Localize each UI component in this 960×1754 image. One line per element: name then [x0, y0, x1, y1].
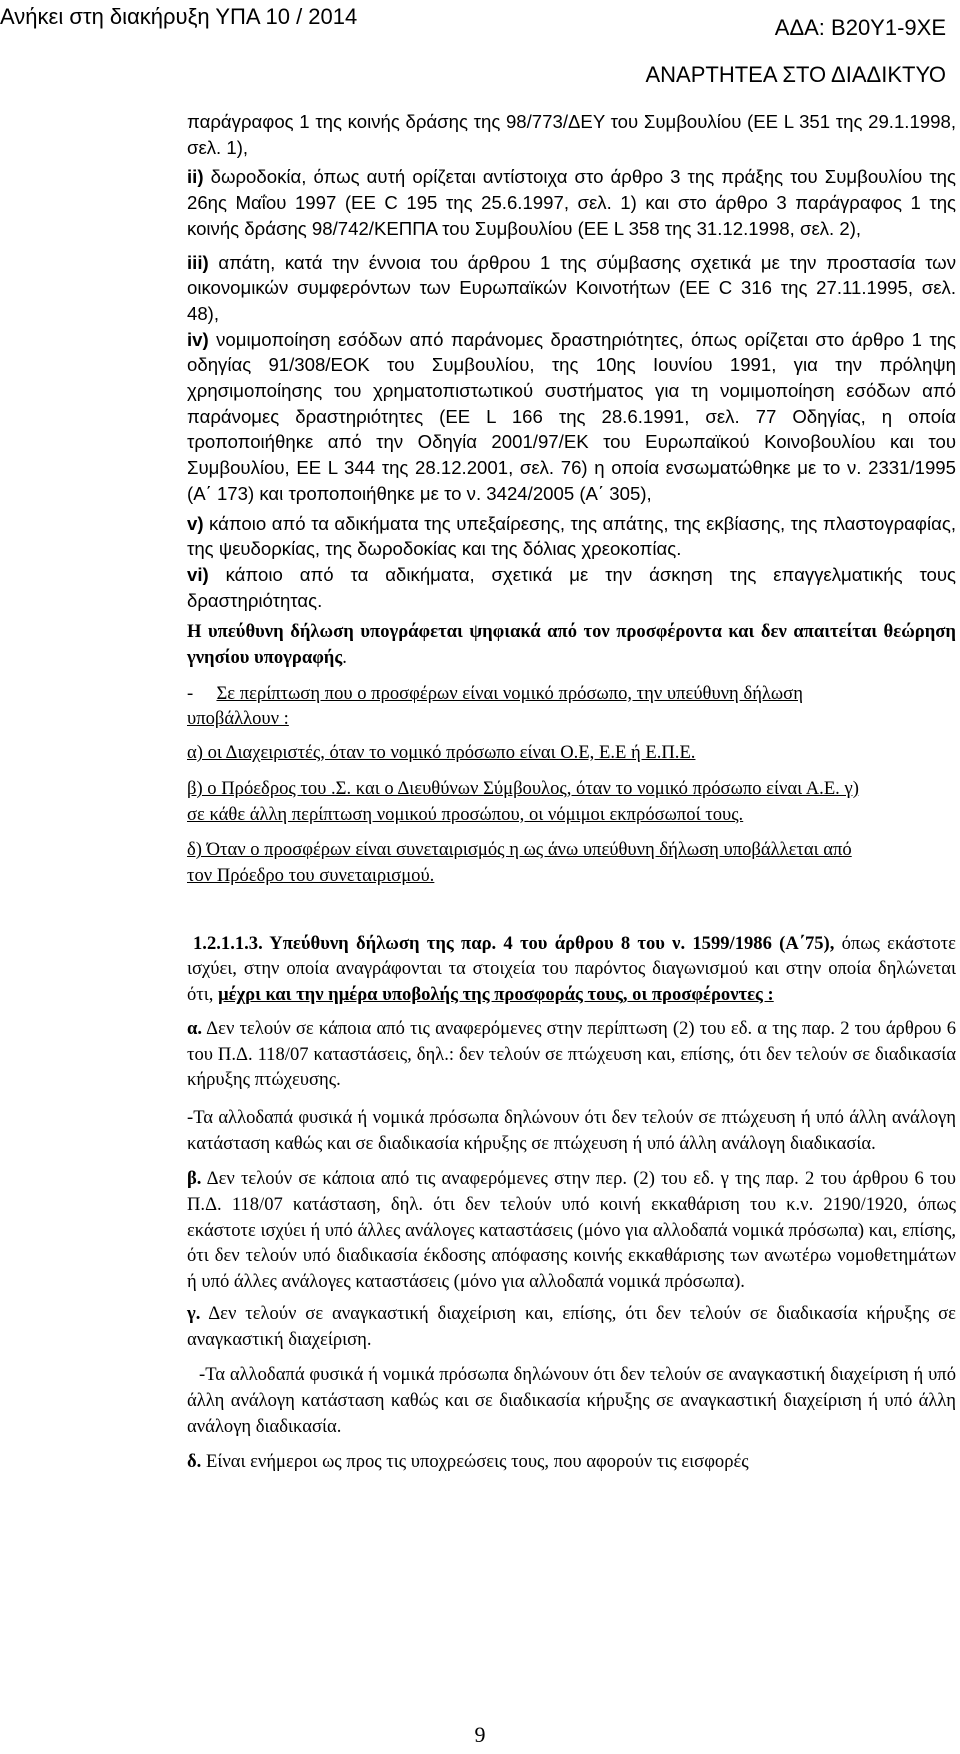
item-iv-text: νομιμοποίηση εσόδων από παράνομες δραστηριότητες, όπως ορίζεται στο άρθρο 1 της οδηγίας 91/308/ΕΟΚ του Συμβουλίου, της 10ης Ιουνίου 1991, για την πρόληψη χρησιμοποίησης του χρηματοπιστωτικού συστήματος για τη νομιμοποίηση εσόδων από παράνομες δραστηριότητες (ΕΕ L 166 της 28.6.1991, σελ. 77 Οδηγίας, η οποία τροποποιήθηκε από την Οδηγία 2001/97/ΕΚ του Ευρωπαϊκού Κοινοβουλίου και του Συμβουλίου, ΕΕ L 344 της 28.12.2001, σελ. 76) η οποία ενσωματώθηκε με το ν. 2331/1995 (Α΄ 173) και τροποποιήθηκε με το ν. 3424/2005 (Α΄ 305), — [187, 328, 956, 504]
posted-notice: ΑΝΑΡΤΗΤΕΑ ΣΤΟ ΔΙΑΔΙΚΤΥΟ — [645, 62, 946, 87]
signature-note: Η υπεύθυνη δήλωση υπογράφεται ψηφιακά από τον προσφέροντα και δεν απαιτείται θεώρηση γνησίου υπογραφής. — [187, 621, 956, 669]
signature-note-bold: Η υπεύθυνη δήλωση υπογράφεται ψηφιακά από τον προσφέροντα και δεν απαιτείται θεώρηση γνησίου υπογραφής — [187, 621, 956, 669]
signer-item-b: β) ο Πρόεδρος του .Σ. και ο Διευθύνων Σύμβουλος, όταν το νομικό πρόσωπο είναι Α.Ε. γ) σε κάθε άλλη περίπτωση νομικού προσώπου, οι νόμιμοι εκπρόσωποί τους. — [187, 777, 859, 825]
header-title: Ανήκει στη διακήρυξη ΥΠΑ 10 / 2014 — [0, 4, 358, 29]
item-vi — [187, 562, 956, 613]
item-ii-label: ii) — [187, 166, 204, 188]
clause-d-text: Είναι ενήμεροι ως προς τις υποχρεώσεις τους, που αφορούν τις εισφορές — [201, 1451, 749, 1473]
clause-g — [187, 1301, 956, 1352]
section-1-2-1-1-3 — [187, 931, 956, 1008]
clause-b-label: β. — [187, 1168, 202, 1190]
section-title: 1.2.1.1.3. Υπεύθυνη δήλωση της παρ. 4 του άρθρου 8 του ν. 1599/1986 (Α΄75), — [193, 932, 835, 954]
clause-a-label: α. — [187, 1017, 203, 1039]
document-body — [187, 109, 956, 1475]
legal-entity-intro: - Σε περίπτωση που ο προσφέρων είναι νομικό πρόσωπο, την υπεύθυνη δήλωση υποβάλλουν : — [187, 682, 803, 730]
clause-d — [187, 1449, 956, 1475]
item-v — [187, 511, 956, 562]
header-meta — [645, 4, 946, 98]
clause-g-text: Δεν τελούν σε αναγκαστική διαχείριση και, επίσης, ότι δεν τελούν σε διαδικασία κήρυξης σε αναγκαστική διαχείριση. — [187, 1302, 956, 1350]
clause-g-foreign: -Τα αλλοδαπά φυσικά ή νομικά πρόσωπα δηλώνουν ότι δεν τελούν σε αναγκαστική διαχείριση ή υπό άλλη ανάλογη κατάσταση καθώς και σε διαδικασία κήρυξης σε αναγκαστική διαχείριση ή υπό άλλη ανάλογη διαδικασία. — [187, 1364, 956, 1437]
clause-d-label: δ. — [187, 1451, 202, 1473]
signer-item-a: α) οι Διαχειριστές, όταν το νομικό πρόσωπο είναι Ο.Ε, Ε.Ε ή Ε.Π.Ε. — [187, 742, 696, 764]
item-vi-text: κάποιο από τα αδικήματα, σχετικά με την άσκηση της επαγγελματικής τους δραστηριότητας. — [187, 563, 956, 611]
legal-entity-text: Σε περίπτωση που ο προσφέρων είναι νομικό πρόσωπο, την υπεύθυνη δήλωση υποβάλλουν : — [187, 682, 803, 730]
section-underlined: μέχρι και την ημέρα υποβολής της προσφοράς τους, οι προσφέροντες : — [218, 984, 774, 1006]
item-i-continuation: παράγραφος 1 της κοινής δράσης της 98/773/ΔΕΥ του Συμβουλίου (ΕΕ L 351 της 29.1.1998, σελ. 1), — [187, 111, 956, 158]
clause-b — [187, 1166, 956, 1295]
page-number: 9 — [474, 1722, 486, 1747]
item-iii — [187, 250, 956, 327]
item-ii — [187, 164, 956, 241]
item-v-label: v) — [187, 512, 204, 534]
item-vi-label: vi) — [187, 563, 209, 585]
clause-a — [187, 1016, 956, 1093]
item-v-text: κάποιο από τα αδικήματα της υπεξαίρεσης, της απάτης, της εκβίασης, της πλαστογραφίας, της ψευδορκίας, της δωροδοκίας και της δόλιας χρεοκοπίας. — [187, 512, 956, 560]
section-text: όπως εκάστοτε ισχύει, στην οποία αναγράφονται τα στοιχεία του παρόντος διαγωνισμού και στην οποία δηλώνεται ότι, — [187, 932, 956, 1006]
signer-item-d: δ) Όταν ο προσφέρων είναι συνεταιρισμός η ως άνω υπεύθυνη δήλωση υποβάλλεται από τον Πρόεδρο του συνεταιρισμού. — [187, 839, 852, 886]
clause-a-text: Δεν τελούν σε κάποια από τις αναφερόμενες στην περίπτωση (2) του εδ. α της παρ. 2 του άρθρου 6 του Π.Δ. 118/07 καταστάσεις, δηλ.: δεν τελούν σε πτώχευση και, επίσης, ότι δεν τελούν σε διαδικασία κήρυξης πτώχευσης. — [187, 1017, 956, 1091]
item-iv-label: iv) — [187, 328, 209, 350]
ada-code: ΑΔΑ: Β20Υ1-9ΧΕ — [774, 15, 946, 40]
item-ii-text: δωροδοκία, όπως αυτή ορίζεται αντίστοιχα στο άρθρο 3 της πράξης του Συμβουλίου της 26ης Μαΐου 1997 (ΕΕ C 195 της 25.6.1997, σελ. 1) και στο άρθρο 3 παράγραφος 1 της κοινής δράσης 98/742/ΚΕΠΠΑ του Συμβουλίου (ΕΕ L 358 της 31.12.1998, σελ. 2), — [187, 166, 956, 239]
clause-a-foreign: -Τα αλλοδαπά φυσικά ή νομικά πρόσωπα δηλώνουν ότι δεν τελούν σε πτώχευση ή υπό άλλη ανάλογη κατάσταση καθώς και σε διαδικασία κήρυξης σε πτώχευση ή υπό άλλη ανάλογη διαδικασία. — [187, 1106, 956, 1154]
item-iv — [187, 327, 956, 507]
clause-b-text: Δεν τελούν σε κάποια από τις αναφερόμενες στην περ. (2) του εδ. γ της παρ. 2 του άρθρου 6 του Π.Δ. 118/07 κατάσταση, δηλ. ότι δεν τελούν υπό κοινή εκκαθάριση του κ.ν. 2190/1920, όπως εκάστοτε ισχύει ή υπό άλλες ανάλογες καταστάσεις (μόνο για αλλοδαπά νομικά πρόσωπα) και, επίσης, ότι δεν τελούν υπό διαδικασία έκδοσης απόφασης κοινής εκκαθάρισης των ανωτέρω νομοθετημάτων ή υπό άλλες ανάλογες καταστάσεις (μόνο για αλλοδαπά νομικά πρόσωπα). — [187, 1168, 956, 1293]
clause-g-label: γ. — [187, 1302, 201, 1324]
item-iii-text: απάτη, κατά την έννοια του άρθρου 1 της σύμβασης σχετικά με την προστασία των οικονομικών συμφερόντων των Ευρωπαϊκών Κοινοτήτων (ΕΕ C 316 της 27.11.1995, σελ. 48), — [187, 251, 956, 324]
item-iii-label: iii) — [187, 251, 209, 273]
